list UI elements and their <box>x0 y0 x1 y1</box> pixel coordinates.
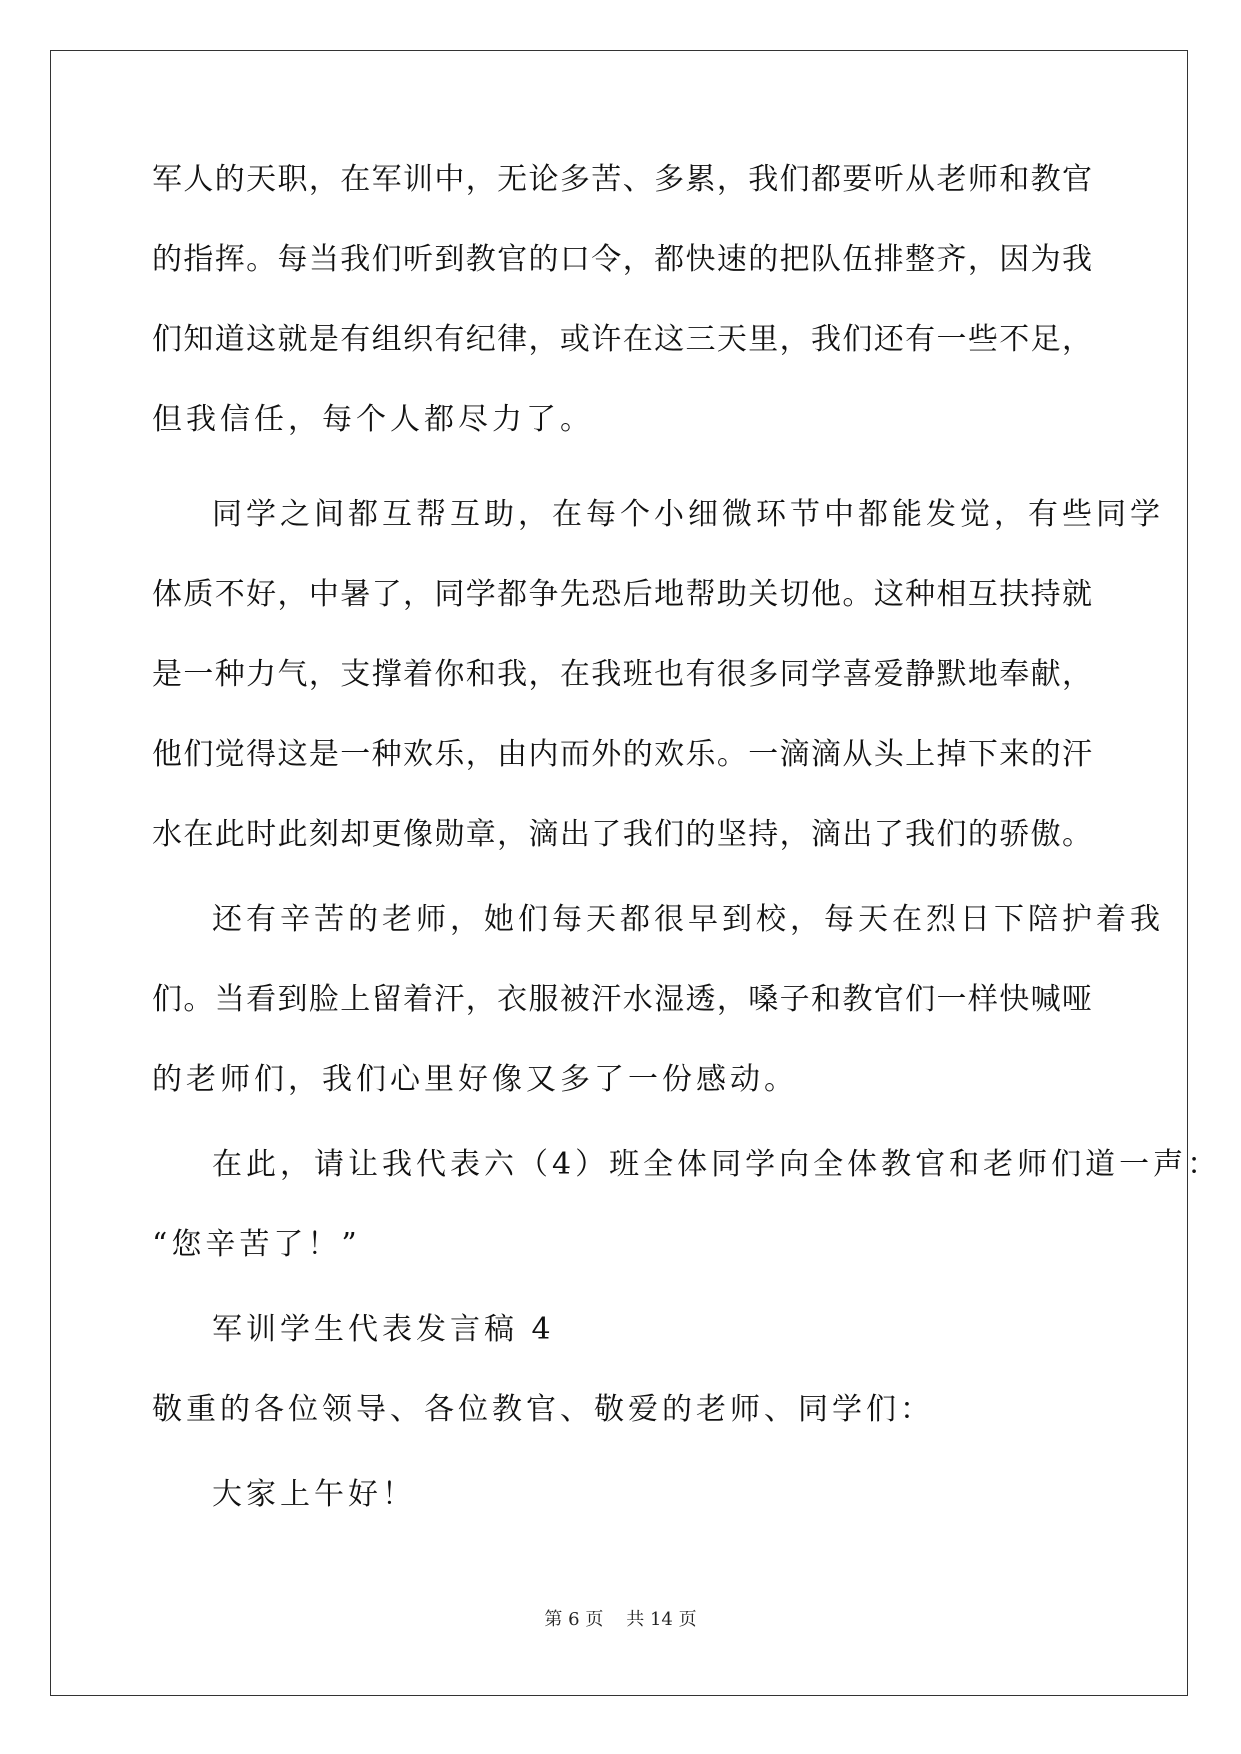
paragraph-first-line: 同学之间都互帮互助，在每个小细微环节中都能发觉，有些同学 <box>212 497 1164 532</box>
text-line: 军人的天职，在军训中，无论多苦、多累，我们都要听从老师和教官 <box>152 162 1092 197</box>
text-line: 的老师们，我们心里好像又多了一份感动。 <box>152 1062 798 1097</box>
text-line: 体质不好，中暑了，同学都争先恐后地帮助关切他。这种相互扶持就 <box>152 577 1092 612</box>
paragraph-first-line: 还有辛苦的老师，她们每天都很早到校，每天在烈日下陪护着我 <box>212 902 1164 937</box>
page-border <box>50 50 1188 1696</box>
text-line: 们。当看到脸上留着汗，衣服被汗水湿透，嗓子和教官们一样快喊哑 <box>152 982 1092 1017</box>
page-footer <box>0 1608 1241 1632</box>
text-line: 但我信任，每个人都尽力了。 <box>152 402 594 437</box>
text-line: 是一种力气，支撑着你和我，在我班也有很多同学喜爱静默地奉献， <box>152 657 1092 692</box>
page-total: 共 14 页 <box>626 1609 697 1630</box>
text-line: 的指挥。每当我们听到教官的口令，都快速的把队伍排整齐，因为我 <box>152 242 1092 277</box>
text-line: 他们觉得这是一种欢乐，由内而外的欢乐。一滴滴从头上掉下来的汗 <box>152 737 1092 772</box>
section-heading: 军训学生代表发言稿 4 <box>212 1312 555 1347</box>
paragraph-first-line: 在此，请让我代表六（4）班全体同学向全体教官和老师们道一声： <box>212 1147 1222 1182</box>
text-line: 们知道这就是有组织有纪律，或许在这三天里，我们还有一些不足， <box>152 322 1092 357</box>
salutation: 敬重的各位领导、各位教官、敬爱的老师、同学们： <box>152 1392 934 1427</box>
page-number: 第 6 页 <box>544 1609 604 1630</box>
text-line: 水在此时此刻却更像勋章，滴出了我们的坚持，滴出了我们的骄傲。 <box>152 817 1092 852</box>
text-line: “您辛苦了！” <box>152 1227 361 1262</box>
greeting: 大家上午好！ <box>212 1477 416 1512</box>
